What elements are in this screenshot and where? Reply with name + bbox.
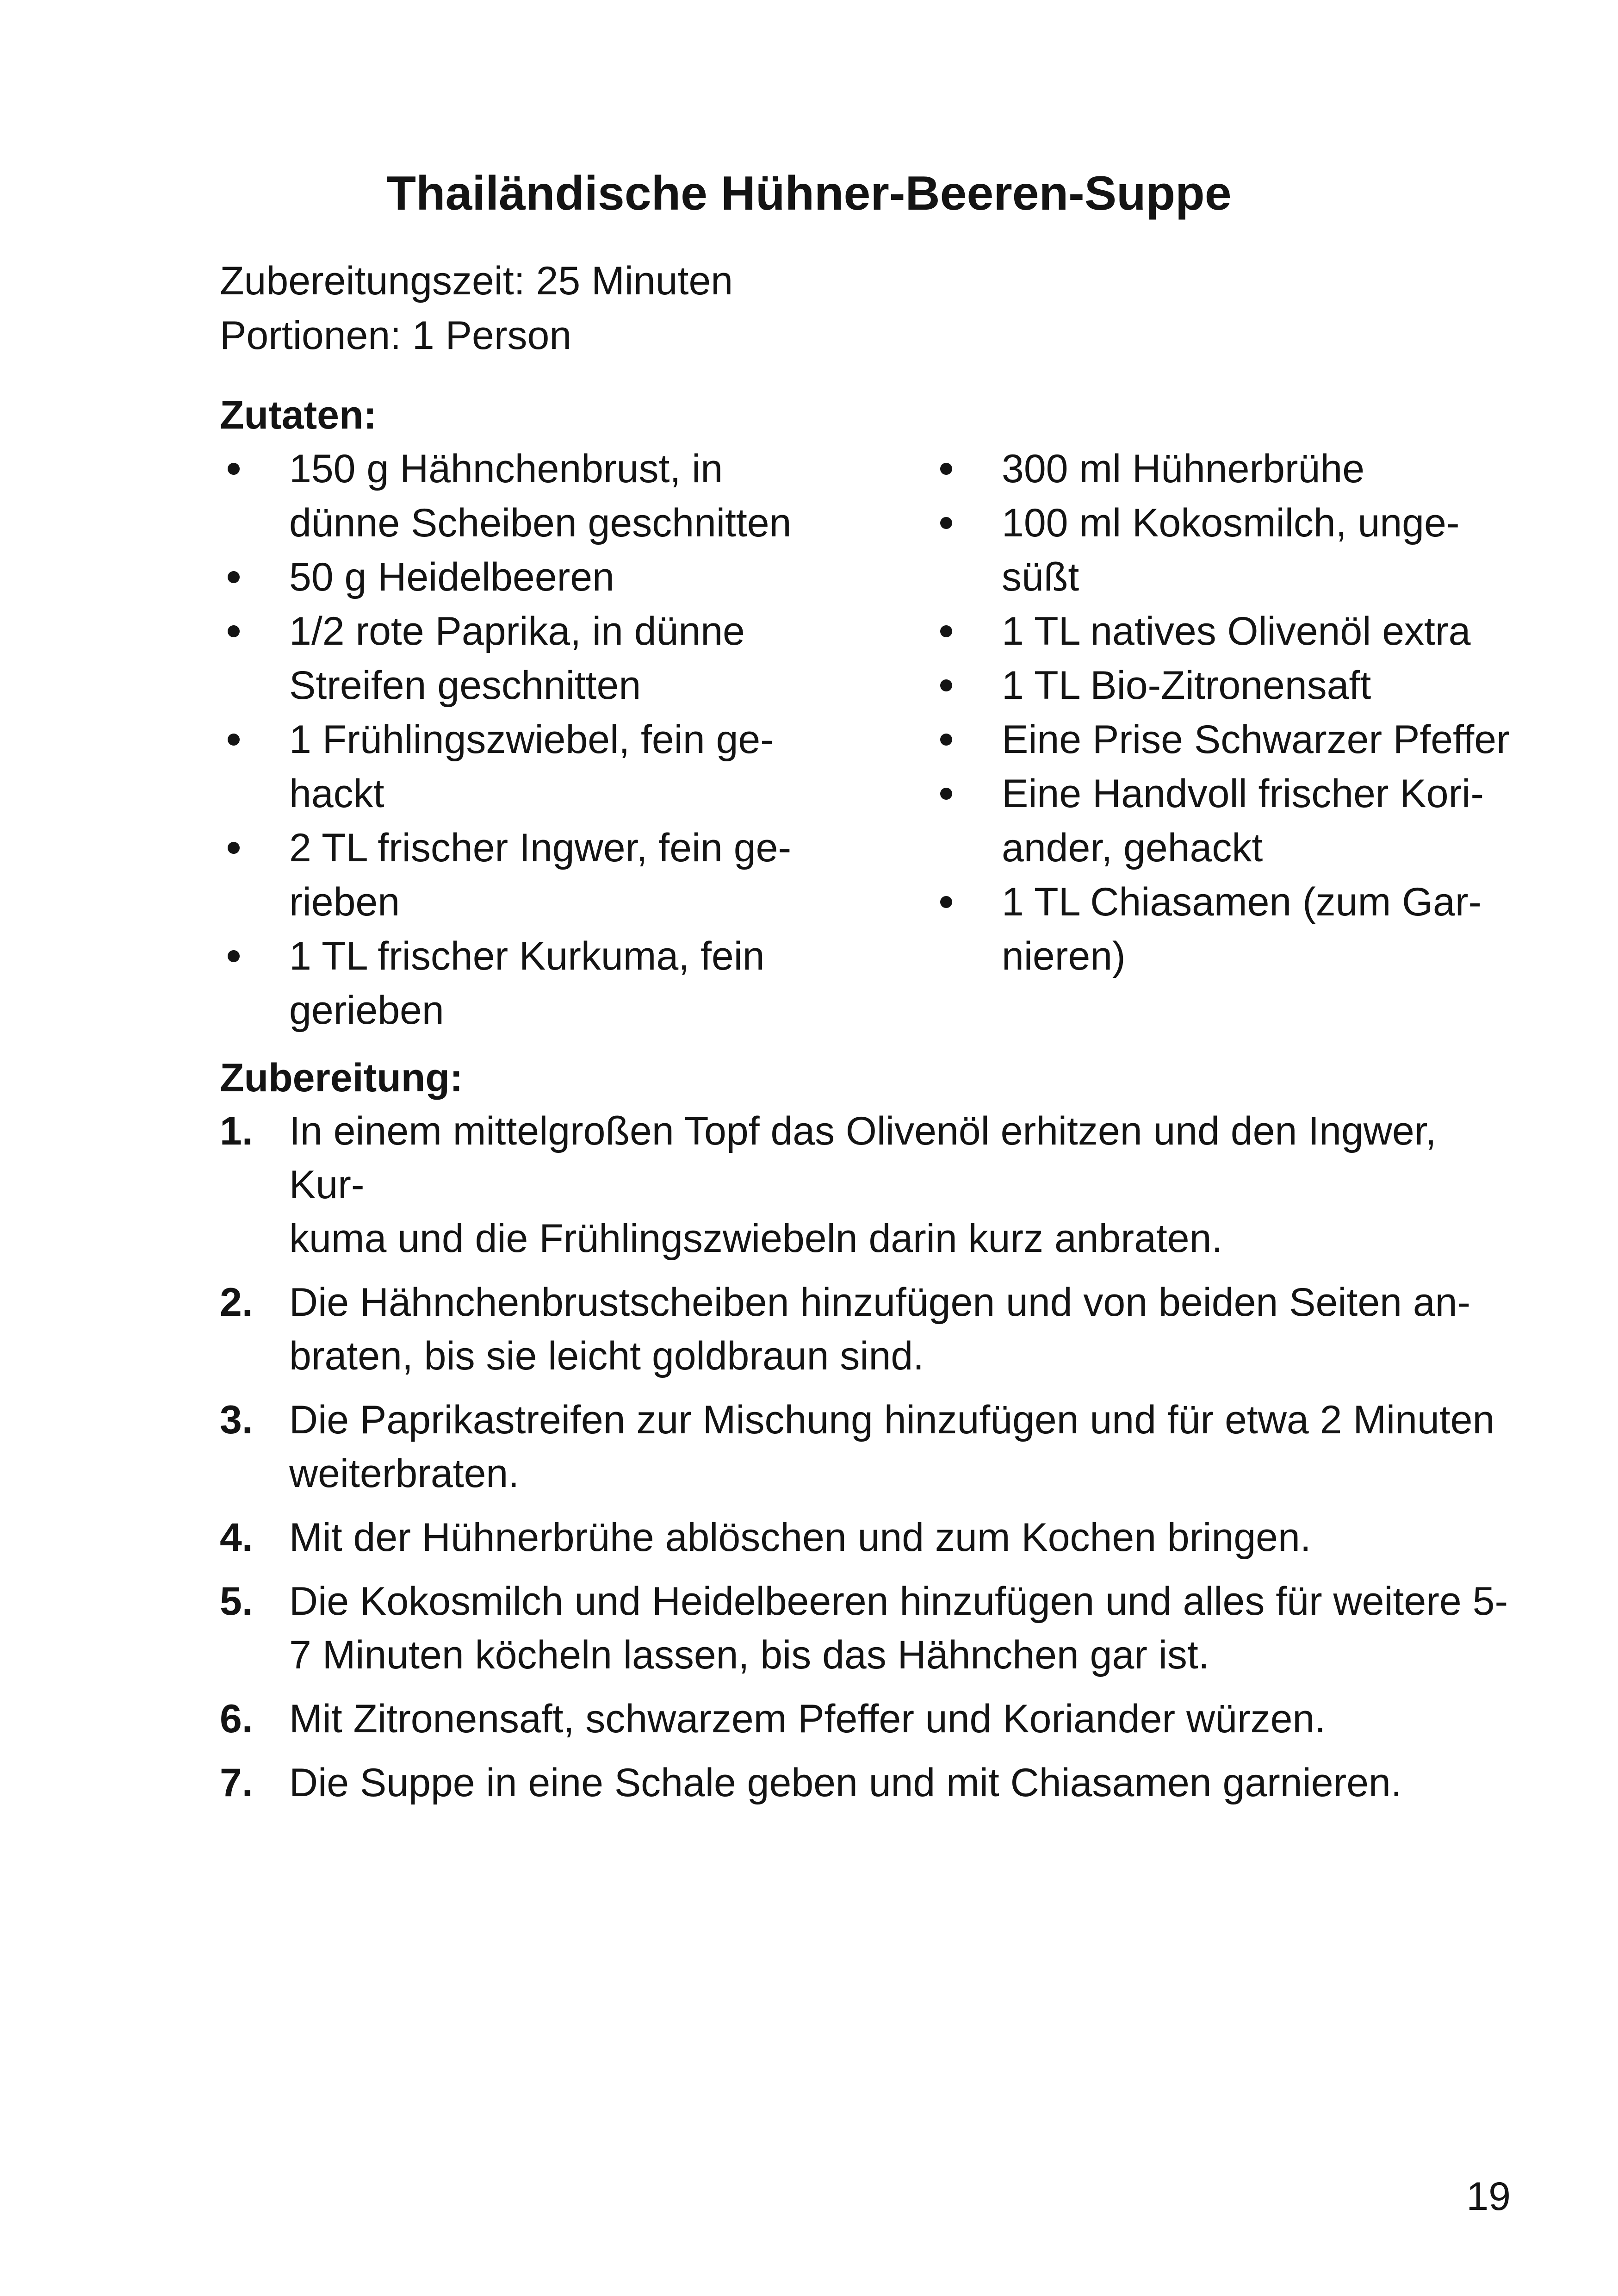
ingredient-item: 1/2 rote Paprika, in dünne Streifen geschnitten — [220, 604, 891, 713]
step-number: 7. — [220, 1761, 253, 1805]
ingredients-list-right — [932, 442, 1557, 983]
ingredient-item: Eine Handvoll frischer Kori- ander, gehackt — [932, 767, 1557, 875]
bullet-icon — [220, 821, 248, 875]
prep-time: Zubereitungszeit: 25 Minuten — [220, 259, 733, 303]
bullet-icon — [932, 442, 960, 496]
recipe-meta — [220, 254, 733, 363]
bullet-icon — [932, 659, 960, 713]
ingredient-item: 1 TL Bio-Zitronensaft — [932, 659, 1557, 713]
bullet-icon — [932, 767, 960, 821]
step-text: Die Paprikastreifen zur Mischung hinzufügen und für etwa 2 Minuten weiterbraten. — [289, 1398, 1495, 1496]
step-item — [220, 1756, 1515, 1810]
bullet-icon — [932, 496, 960, 550]
ingredient-item: 1 TL Chiasamen (zum Gar- nieren) — [932, 875, 1557, 983]
preparation-heading: Zubereitung: — [220, 1056, 463, 1100]
bullet-icon — [932, 604, 960, 659]
bullet-icon — [932, 713, 960, 767]
step-text: Die Suppe in eine Schale geben und mit Chiasamen garnieren. — [289, 1761, 1402, 1805]
ingredient-item: 2 TL frischer Ingwer, fein ge- rieben — [220, 821, 891, 929]
ingredient-item: 300 ml Hühnerbrühe — [932, 442, 1557, 496]
recipe-title: Thailändische Hühner-Beeren-Suppe — [386, 167, 1232, 220]
step-item — [220, 1511, 1515, 1564]
step-item — [220, 1104, 1515, 1265]
bullet-icon — [220, 604, 248, 659]
step-item — [220, 1276, 1515, 1383]
ingredient-item: 50 g Heidelbeeren — [220, 550, 891, 604]
ingredient-item: Eine Prise Schwarzer Pfeffer — [932, 713, 1557, 767]
step-text: Mit Zitronensaft, schwarzem Pfeffer und Koriander würzen. — [289, 1697, 1326, 1741]
ingredients-heading: Zutaten: — [220, 393, 377, 437]
step-number: 5. — [220, 1579, 253, 1624]
bullet-icon — [220, 550, 248, 604]
step-number: 6. — [220, 1697, 253, 1741]
ingredient-item: 1 TL natives Olivenöl extra — [932, 604, 1557, 659]
bullet-icon — [220, 442, 248, 496]
step-item — [220, 1692, 1515, 1746]
ingredient-item: 150 g Hähnchenbrust, in dünne Scheiben geschnitten — [220, 442, 891, 550]
step-text: Die Hähnchenbrustscheiben hinzufügen und von beiden Seiten an- braten, bis sie leicht goldbraun sind. — [289, 1280, 1471, 1378]
step-number: 3. — [220, 1398, 253, 1442]
ingredient-item: 1 Frühlingszwiebel, fein ge- hackt — [220, 713, 891, 821]
ingredient-item: 100 ml Kokosmilch, unge- süßt — [932, 496, 1557, 604]
ingredients-list-left — [220, 442, 891, 1038]
preparation-steps — [220, 1104, 1515, 1820]
step-number: 4. — [220, 1515, 253, 1560]
bullet-icon — [220, 713, 248, 767]
bullet-icon — [220, 929, 248, 983]
bullet-icon — [932, 875, 960, 929]
ingredient-item: 1 TL frischer Kurkuma, fein gerieben — [220, 929, 891, 1038]
step-text: Die Kokosmilch und Heidelbeeren hinzufügen und alles für weitere 5- 7 Minuten köcheln lassen, bis das Hähnchen gar ist. — [289, 1579, 1508, 1677]
page-number: 19 — [1466, 2174, 1511, 2219]
step-text: Mit der Hühnerbrühe ablöschen und zum Kochen bringen. — [289, 1515, 1311, 1560]
servings: Portionen: 1 Person — [220, 313, 572, 358]
step-number: 2. — [220, 1280, 253, 1325]
step-text: In einem mittelgroßen Topf das Olivenöl erhitzen und den Ingwer, Kur- kuma und die Frühlingszwiebeln darin kurz anbraten. — [289, 1109, 1437, 1261]
step-number: 1. — [220, 1109, 253, 1153]
step-item — [220, 1574, 1515, 1682]
step-item — [220, 1393, 1515, 1500]
